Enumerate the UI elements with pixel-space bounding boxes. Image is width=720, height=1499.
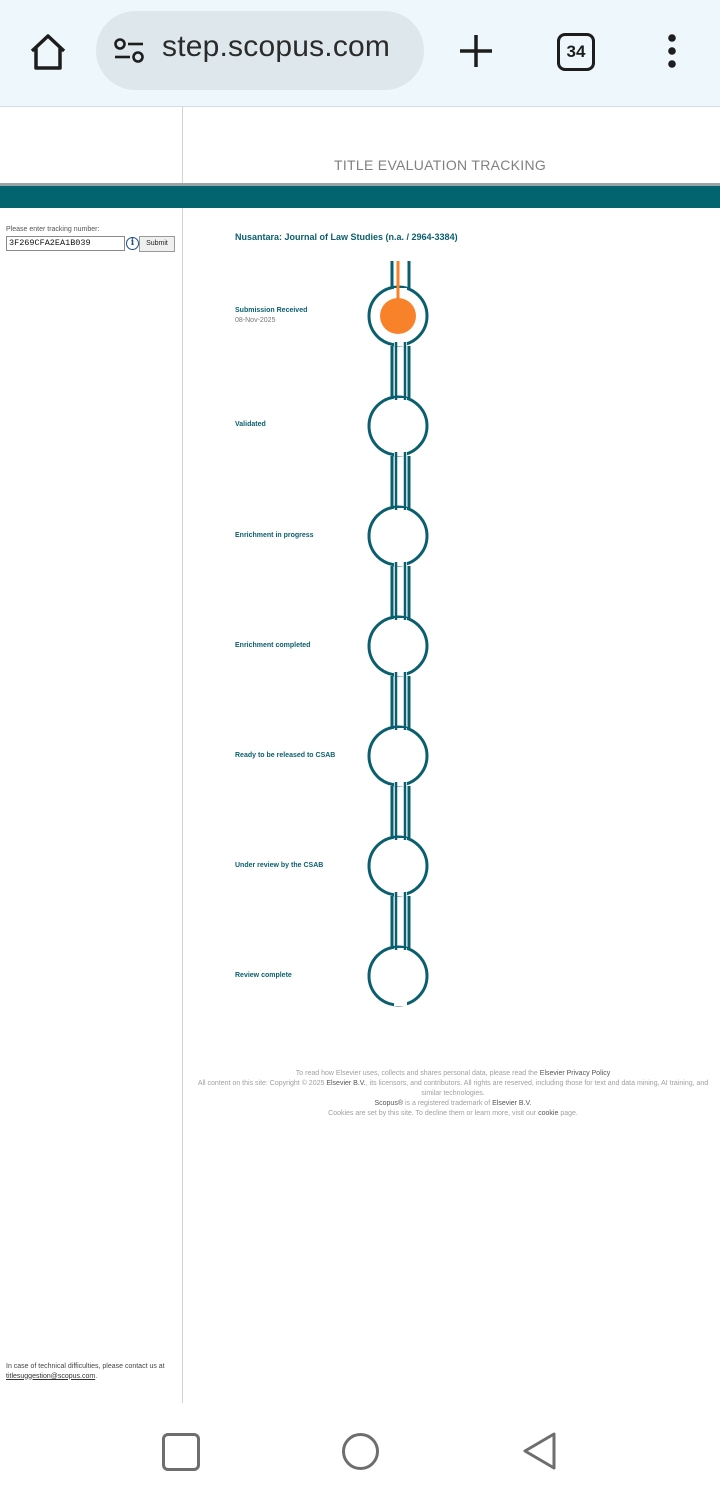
footer-cookie-end: page. bbox=[560, 1110, 578, 1117]
footer-rights-text: , its licensors, and contributors. All rights are reserved, including those for text and data mining, AI training, and similar technologies. bbox=[365, 1080, 709, 1097]
step-label-under-review: Under review by the CSAB bbox=[235, 862, 324, 869]
status-timeline bbox=[360, 258, 440, 1013]
footer-privacy-text: To read how Elsevier uses, collects and shares personal data, please read the bbox=[295, 1070, 538, 1077]
elsevier-link[interactable]: Elsevier B.V. bbox=[326, 1080, 366, 1087]
support-email-link[interactable]: titlesuggestion@scopus.com bbox=[6, 1372, 96, 1380]
home-icon[interactable] bbox=[27, 31, 69, 73]
tracking-number-input[interactable]: 3F269CFA2EA1B039 bbox=[6, 236, 125, 251]
step-date-submission-received: 08-Nov-2025 bbox=[235, 317, 276, 324]
active-step-indicator bbox=[380, 298, 416, 334]
info-icon[interactable]: i bbox=[126, 237, 139, 250]
journal-title: Nusantara: Journal of Law Studies (n.a. / 2964-3384) bbox=[235, 232, 458, 242]
scopus-link[interactable]: Scopus® bbox=[374, 1100, 403, 1107]
elsevier-bv-link[interactable]: Elsevier B.V. bbox=[492, 1100, 532, 1107]
more-options-icon[interactable] bbox=[662, 33, 682, 69]
step-label-enrichment-in-progress: Enrichment in progress bbox=[235, 532, 314, 539]
site-footer bbox=[188, 1069, 718, 1119]
support-period: . bbox=[95, 1372, 98, 1380]
browser-toolbar bbox=[0, 0, 720, 107]
recent-apps-icon[interactable] bbox=[162, 1433, 200, 1471]
site-settings-icon[interactable] bbox=[113, 37, 145, 65]
cookie-link[interactable]: cookie bbox=[538, 1110, 559, 1117]
url-text[interactable]: step.scopus.com bbox=[162, 30, 391, 63]
step-label-validated: Validated bbox=[235, 421, 266, 428]
footer-privacy-line bbox=[188, 1069, 718, 1079]
header-band bbox=[0, 186, 720, 208]
step-label-review-complete: Review complete bbox=[235, 972, 292, 979]
tab-switcher-button[interactable]: 34 bbox=[557, 33, 595, 71]
support-contact bbox=[6, 1362, 186, 1381]
footer-cookie-text: Cookies are set by this site. To decline them or learn more, visit our bbox=[328, 1110, 537, 1117]
step-label-enrichment-completed: Enrichment completed bbox=[235, 642, 311, 649]
back-icon[interactable] bbox=[520, 1430, 560, 1472]
footer-cookie-line bbox=[188, 1109, 718, 1119]
submit-button[interactable]: Submit bbox=[139, 236, 175, 252]
page-title: TITLE EVALUATION TRACKING bbox=[334, 157, 547, 173]
footer-copyright-text: All content on this site: Copyright © 2025 bbox=[197, 1080, 325, 1087]
new-tab-icon[interactable] bbox=[458, 33, 494, 69]
privacy-policy-link[interactable]: Elsevier Privacy Policy bbox=[539, 1070, 611, 1077]
tracking-number-label: Please enter tracking number: bbox=[6, 226, 100, 233]
column-divider bbox=[182, 107, 183, 1403]
step-label-submission-received: Submission Received bbox=[235, 307, 308, 314]
home-nav-icon[interactable] bbox=[342, 1433, 379, 1470]
footer-trademark-text: is a registered trademark of bbox=[404, 1100, 491, 1107]
footer-copyright-line bbox=[188, 1079, 718, 1099]
footer-trademark-line bbox=[188, 1099, 718, 1109]
support-text: In case of technical difficulties, please contact us at bbox=[6, 1363, 165, 1370]
step-label-ready-for-csab: Ready to be released to CSAB bbox=[235, 752, 336, 759]
